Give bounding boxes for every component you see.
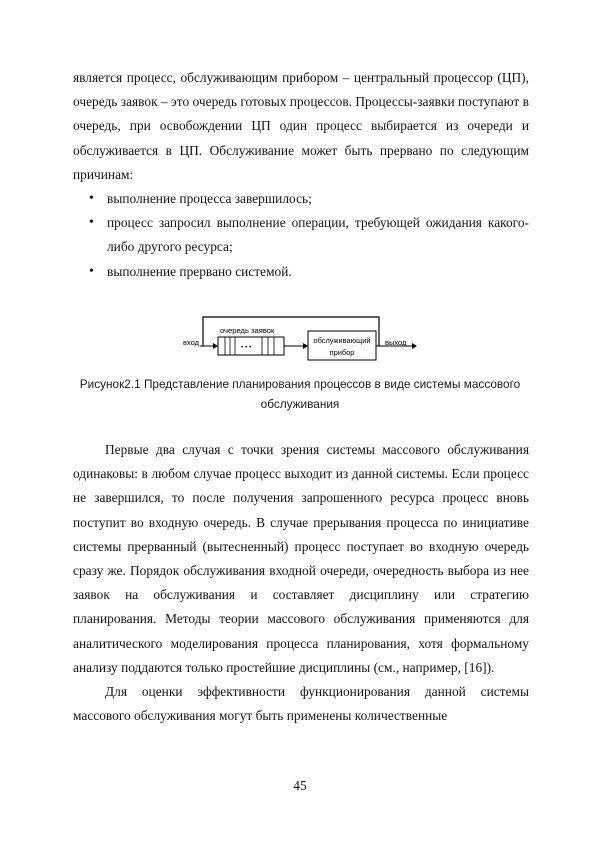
- figure-caption: Рисунок2.1 Представление планирования процессов в виде системы массового обслуживания: [79, 377, 521, 411]
- output-label: выход: [385, 338, 407, 347]
- text-block-top: [73, 66, 529, 284]
- text-block-bottom: [73, 438, 529, 728]
- input-arrowhead: [213, 343, 218, 349]
- server-label-line2: прибор: [329, 348, 355, 357]
- output-arrowhead: [412, 343, 417, 349]
- bullet-item: • процесс запросил выполнение операции, требующей ожидания какого-либо другого ресурса;: [73, 211, 529, 259]
- queue-label: очередь заявок: [220, 326, 275, 335]
- server-arrowhead: [303, 343, 308, 349]
- bullet-list: [73, 187, 529, 284]
- bullet-item: • выполнение процесса завершилось;: [73, 187, 529, 211]
- body-paragraph: Первые два случая с точки зрения системы массового обслуживания одинаковы: в любом случае процесс выходит из данной системы. Если процесс не завершился, то после получения запрошенного ресурса процесс вновь поступит во входную очередь. В случае прерывания процесса по инициативе системы прерванный (вытесненный) процесс поступает во входную очередь сразу же. Порядок обслуживания входной очереди, очередность выбора из нее заявок на обслуживания и составляет дисциплину или стратегию планирования. Методы теории массового обслуживания применяются для аналитического моделирования процесса планирования, хотя формальному анализу поддаются только простейшие дисциплины (см., например, [16]).: [73, 442, 529, 675]
- page-number: 45: [293, 778, 307, 793]
- body-paragraph: Для оценки эффективности функционирования данной системы массового обслуживания могут быть применены количественные: [73, 684, 529, 724]
- bullet-item: • выполнение прервано системой.: [73, 260, 529, 284]
- queue-diagram: [183, 315, 419, 375]
- queue-dots: • • •: [241, 344, 252, 351]
- server-label-line1: обслуживающий: [313, 336, 371, 345]
- input-label: вход: [183, 338, 200, 347]
- intro-paragraph: является процесс, обслуживающим прибором – центральный процессор (ЦП), очередь заявок – это очередь готовых процессов. Процессы-заявки поступают в очередь, при освобождении ЦП один процесс выбирается из очереди и обслуживается в ЦП. Обслуживание может быть прервано по следующим причинам:: [73, 70, 529, 182]
